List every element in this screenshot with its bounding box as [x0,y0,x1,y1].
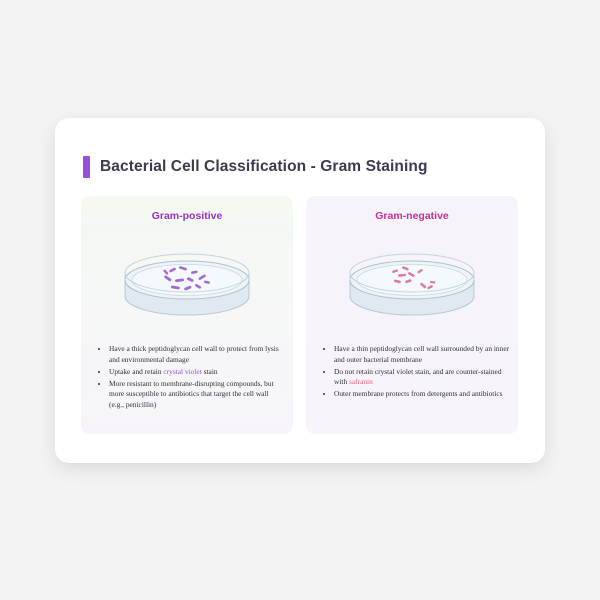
bullet-list-gram-positive [95,344,285,412]
panel-gram-negative [306,196,518,434]
bullet-list-gram-negative [320,344,510,401]
list-item: • Uptake and retain crystal violet stain [109,367,285,378]
list-item: • Have a thin peptidoglycan cell wall surrounded by an inner and outer bacterial membrane [334,344,510,365]
petri-dish-gram-negative [332,236,492,328]
diagram-card [55,118,545,463]
panel-gram-positive [81,196,293,434]
page-title [83,156,428,178]
list-item: • Have a thick peptidoglycan cell wall to protect from lysis and environmental damage [109,344,285,365]
title-accent-bar [83,156,90,178]
petri-dish-gram-positive [107,236,267,328]
panel-title-gram-negative: Gram-negative [375,210,449,222]
panel-title-gram-positive: Gram-positive [151,210,223,222]
title-text: Bacterial Cell Classification - Gram Staining [100,158,428,175]
panel-container [81,196,519,434]
list-item: • More resistant to membrane-disrupting compounds, but more susceptible to antibiotics that target the cell wall (e.g., penicillin) [109,379,285,411]
list-item: • Do not retain crystal violet stain, and are counter-stained with safranin [334,367,510,388]
list-item: • Outer membrane protects from detergents and antibiotics [334,389,510,400]
